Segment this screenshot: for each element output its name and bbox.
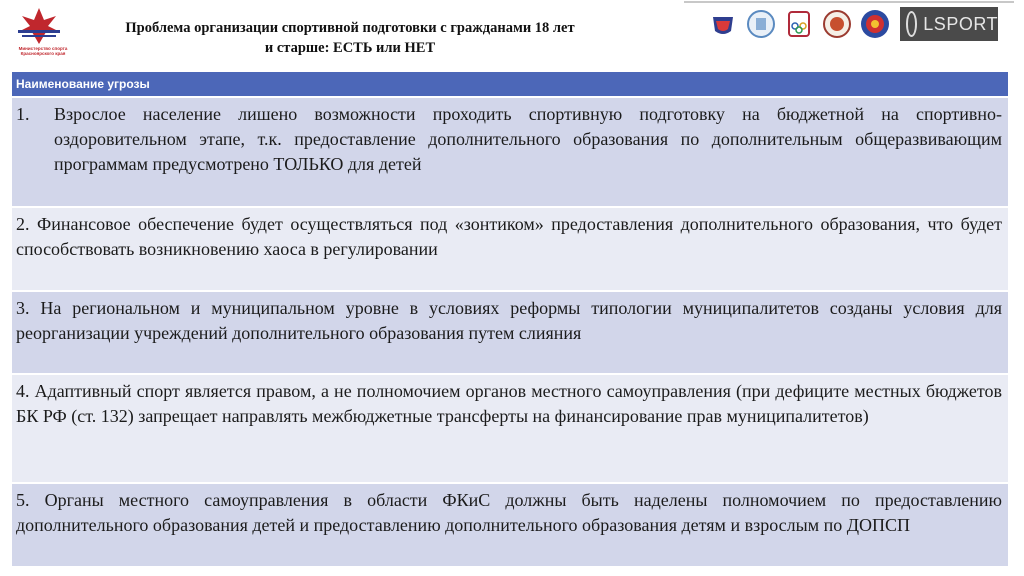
ministry-logo-caption: Министерство спорта Красноярского края xyxy=(18,46,68,56)
ministry-logo xyxy=(4,6,74,64)
table-row: 2. Финансовое обеспечение будет осуществляться под «зонтиком» предоставления дополнительного образования, что будет способствовать возникновению хаоса в регулировании xyxy=(12,208,1008,292)
page-title-line-1: Проблема организации спортивной подготовки с гражданами 18 лет xyxy=(125,20,575,36)
table-header: Наименование угрозы xyxy=(12,72,1008,98)
table-row: 5. Органы местного самоуправления в области ФКиС должны быть наделены полномочием по предоставлению дополнительного образования детей и предоставлению дополнительного образования детям и взрослым по ДОПСП xyxy=(12,484,1008,568)
emblem-5-icon xyxy=(860,9,890,39)
emblem-1-icon xyxy=(708,9,738,39)
row-text: Взрослое население лишено возможности проходить спортивную подготовку на бюджетной на спортивно-оздоровительном этапе, т.к. предоставление дополнительного образования по дополнительным общеразвивающим программам предусмотрено ТОЛЬКО для детей xyxy=(54,104,1002,174)
emblem-2-icon xyxy=(746,9,776,39)
lsport-logo xyxy=(900,7,998,41)
row-number: 1. xyxy=(16,104,30,124)
slide-header xyxy=(0,0,1024,70)
table-row xyxy=(12,98,1008,208)
partner-logos xyxy=(708,6,998,42)
red-star-emblem-icon xyxy=(4,6,74,46)
lsport-label: LSPORT xyxy=(923,13,998,34)
emblem-3-icon xyxy=(784,9,814,39)
lsport-mark-icon xyxy=(906,11,917,37)
page-title-line-2: и старше: ЕСТЬ или НЕТ xyxy=(264,40,436,56)
table-row: 4. Адаптивный спорт является правом, а не полномочием органов местного самоуправления (при дефиците местных бюджетов БК РФ (ст. 132) запрещает направлять межбюджетные трансферты на финансирование прав муниципалитетов) xyxy=(12,375,1008,484)
page-title xyxy=(80,18,620,58)
table-row: 3. На региональном и муниципальном уровне в условиях реформы типологии муниципалитетов созданы условия для реорганизации учреждений дополнительного образования путем слияния xyxy=(12,292,1008,375)
top-divider xyxy=(684,1,1014,3)
threats-table xyxy=(12,72,1008,568)
emblem-4-icon xyxy=(822,9,852,39)
